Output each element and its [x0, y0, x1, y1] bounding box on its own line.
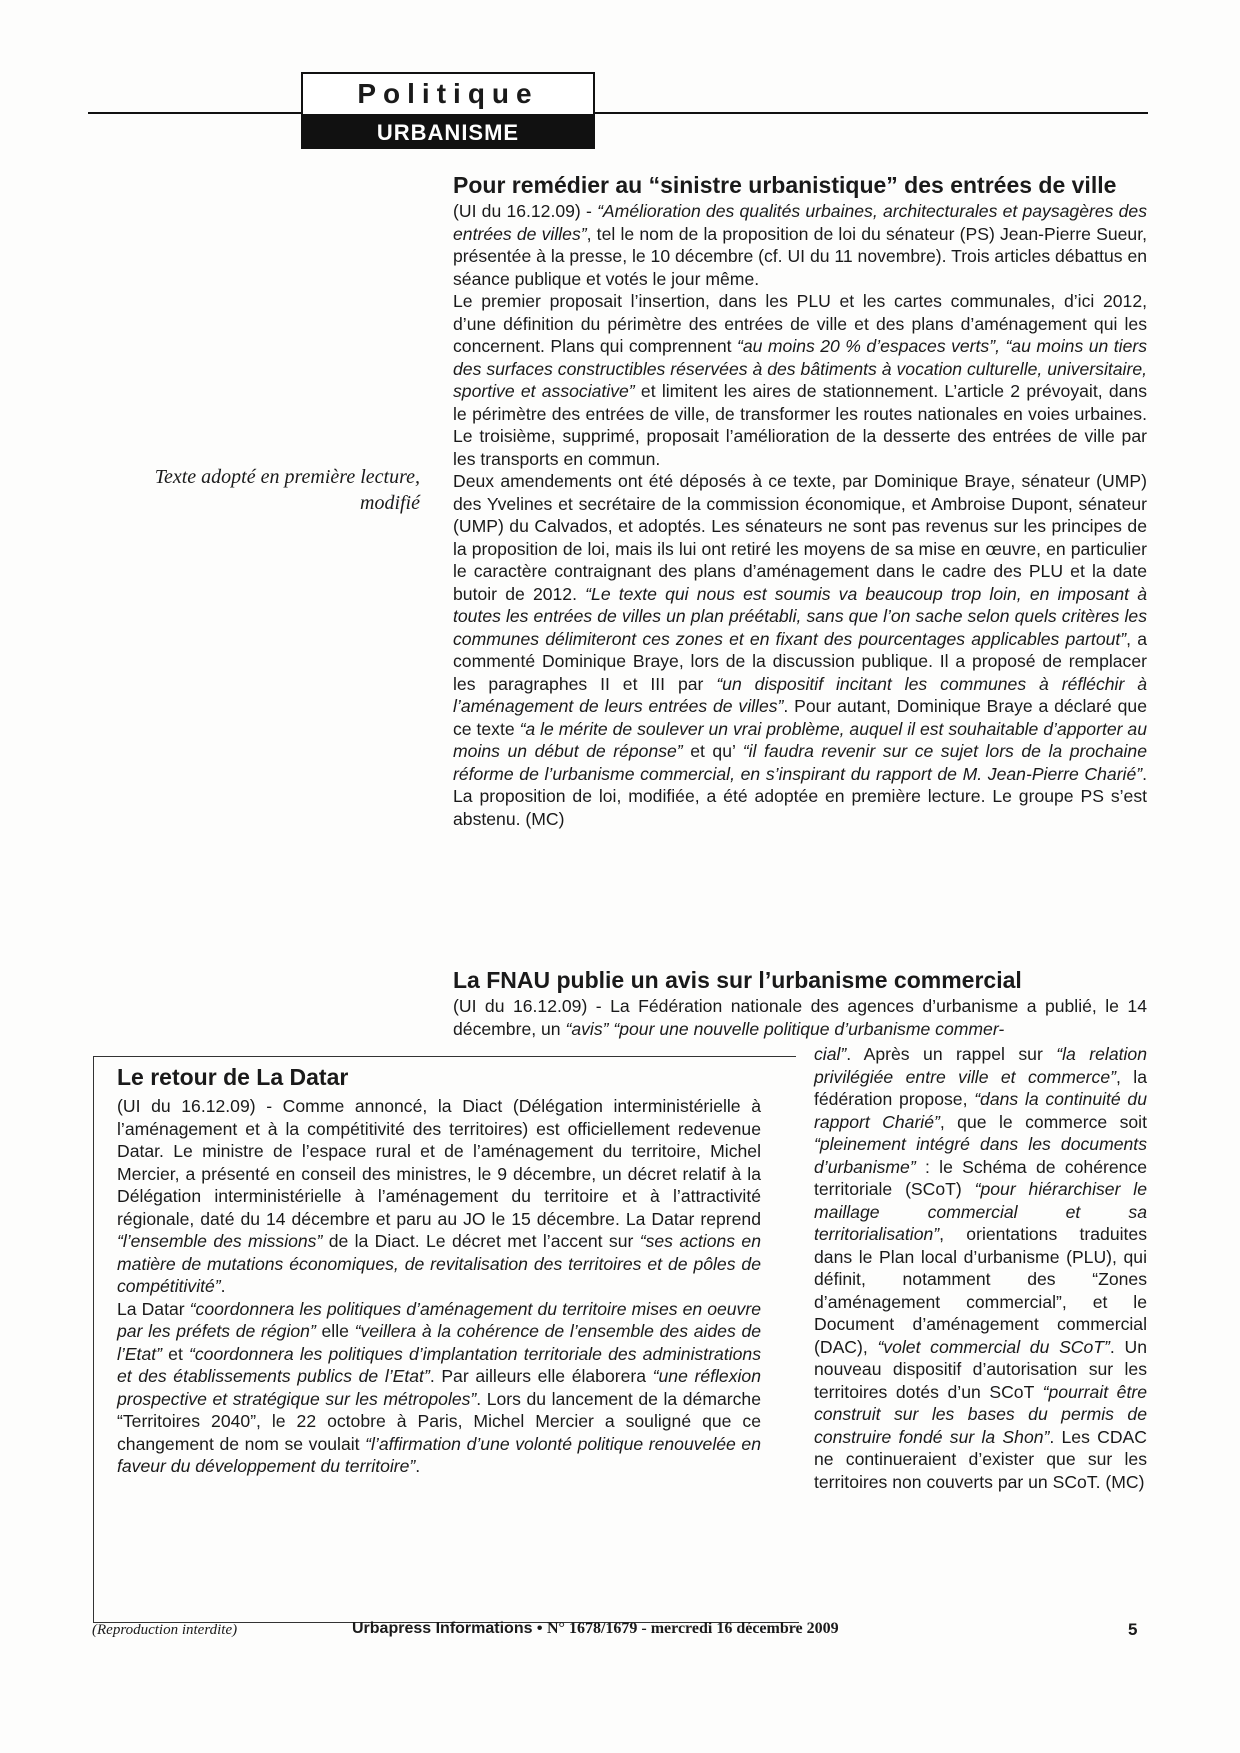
text-run: (UI du 16.12.09) - — [453, 201, 598, 221]
text-run: . Après un rappel sur — [846, 1044, 1057, 1064]
text-run: . Les CDAC ne continueraient d’exister que sur les territoires non couverts par un SCoT. (MC) — [814, 1426, 1147, 1492]
sidebar-title: Le retour de La Datar — [117, 1064, 349, 1090]
quote-run: cial” — [814, 1044, 847, 1064]
footer-bullet: • — [532, 1620, 547, 1637]
article-1-paragraph — [453, 290, 1147, 470]
article-1-sidenote — [120, 464, 420, 516]
quote-run: “avis” “pour une nouvelle politique d’urbanisme commer- — [565, 1018, 1005, 1039]
quote-run: “coordonnera les politiques d’implantation territoriale des administrations et des établissements publics de l’Etat” — [117, 1343, 761, 1386]
subsection-band: URBANISME — [301, 116, 595, 149]
article-2-continuation-text — [814, 1043, 1147, 1493]
sidebar-paragraph — [117, 1095, 761, 1298]
text-run: . La proposition de loi, modifiée, a été adoptée en première lecture. Le groupe PS s’est abstenu. (MC) — [453, 763, 1147, 829]
quote-run: “ses actions en matière de mutations économiques, de revitalisation des territoires et de pôles de compétitivité” — [117, 1231, 761, 1296]
text-run: , a commenté Dominique Braye, lors de la discussion publique. Il a proposé de remplacer les paragraphes II et III par — [453, 628, 1148, 694]
text-run: , que le commerce soit — [939, 1111, 1147, 1132]
text-run: Le premier proposait l’insertion, dans les PLU et les cartes communales, d’ici 2012, d’une définition du périmètre des entrées de ville et des plans d’aménagement qui les concernent. Plans qui comprennent — [453, 291, 1147, 356]
text-run: de la Diact. Le décret met l’accent sur — [322, 1231, 640, 1251]
sidebar-border-left — [93, 1056, 94, 1623]
quote-run: “un dispositif incitant les communes à réfléchir à l’aménagement de leurs entrées de villes” — [453, 673, 1148, 716]
article-1-paragraph — [453, 470, 1147, 830]
text-run: Deux amendements ont été déposés à ce texte, par Dominique Braye, sénateur (UMP) des Yvelines et secrétaire de la commission économique, et Ambroise Dupont, sénateur (UMP) du Calvados, et adoptés. Les sénateurs ne sont pas revenus sur les principes de la proposition de loi, mais ils lui ont retiré les moyens de sa mise en œuvre, en particulier le caractère contraignant des plans d’aménagement dans le cadre des PLU et la date butoir de 2012. — [453, 471, 1147, 604]
quote-run: “pour hiérarchiser le maillage commercial et sa territorialisation” — [814, 1179, 1147, 1244]
section-title: Politique — [301, 72, 595, 116]
article-2-continuation — [814, 1043, 1147, 1493]
quote-run: “coordonnera les politiques d’aménagement du territoire mises en oeuvre par les préfets de région” — [117, 1298, 762, 1341]
article-2-title: La FNAU publie un avis sur l’urbanisme commercial — [453, 967, 1022, 993]
quote-run: “il faudra revenir sur ce sujet lors de la prochaine réforme de l’urbanisme commercial, en s’inspirant du rapport de M. Jean-Pierre Charié” — [453, 741, 1147, 784]
footer-copyright: (Reproduction interdite) — [92, 1622, 238, 1638]
article-1-title: Pour remédier au “sinistre urbanistique” des entrées de ville — [453, 172, 1117, 198]
quote-run: “pleinement intégré dans les documents d’urbanisme” — [814, 1134, 1147, 1177]
page-number: 5 — [1128, 1620, 1138, 1639]
sidenote-line: modifié — [360, 492, 420, 514]
quote-run: “l’affirmation d’une volonté politique renouvelée en faveur du développement du territoire” — [117, 1433, 761, 1476]
text-run: . Par ailleurs elle élaborera — [429, 1366, 653, 1386]
quote-run: “l’ensemble des missions” — [117, 1231, 323, 1251]
quote-run: “une réflexion prospective et stratégique sur les métropoles” — [117, 1366, 761, 1409]
text-run: et — [161, 1343, 190, 1364]
header-rule — [88, 112, 1148, 114]
article-2-intro — [453, 995, 1147, 1040]
text-run: La Datar — [117, 1298, 190, 1319]
text-run: . Pour autant, Dominique Braye a déclaré que ce texte — [453, 696, 1147, 739]
text-run: et qu’ — [682, 741, 743, 761]
text-run: (UI du 16.12.09) - La Fédération nationale des agences d’urbanisme a publié, le 14 décembre, un — [453, 996, 1147, 1039]
text-run: . — [220, 1276, 226, 1296]
quote-run: “dans la continuité du rapport Charié” — [814, 1089, 1147, 1132]
sidebar-border-top — [93, 1056, 796, 1057]
text-run: : le Schéma de cohérence territoriale (SCoT) — [814, 1156, 1147, 1199]
quote-run: “a le mérite de soulever un vrai problème, auquel il est souhaitable d’apporter au moins un début de réponse” — [453, 718, 1147, 761]
article-1-body — [453, 200, 1147, 830]
article-2-intro-text — [453, 995, 1147, 1040]
quote-run: “au moins 20 % d’espaces verts”, “au moins un tiers des surfaces constructibles réservées à des bâtiments à vocation culturelle, universitaire, sportive et associative” — [453, 336, 1148, 401]
issue-info: N° 1678/1679 - mercredi 16 décembre 2009 — [546, 1620, 839, 1637]
quote-run: “Amélioration des qualités urbaines, architecturales et paysagères des entrées de villes” — [453, 201, 1147, 244]
footer-publication — [352, 1620, 839, 1638]
quote-run: “volet commercial du SCoT” — [877, 1336, 1110, 1357]
text-run: et limitent les aires de stationnement. L’article 2 prévoyait, dans le périmètre des entrées de ville, de transformer les routes nationales en voies urbaines. Le troisième, supprimé, proposait l’amélioration de la desserte des entrées de ville par les transports en commun. — [453, 381, 1148, 469]
quote-run: “Le texte qui nous est soumis va beaucoup trop loin, en imposant à toutes les entrées de villes un plan préétabli, sans que l’on sache selon quels critères les communes délimiteront ces zones et en fixant des pourcentages applicables partout” — [453, 583, 1147, 649]
publication-name: Urbapress Informations — [352, 1620, 533, 1637]
text-run: elle — [315, 1321, 355, 1341]
text-run: . Un nouveau dispositif d’autorisation sur les territoires dotés d’un SCoT — [814, 1336, 1147, 1402]
quote-run: “pourrait être construit sur les bases du permis de construire fondé sur la Shon” — [814, 1381, 1147, 1447]
text-run: . Lors du lancement de la démarche “Territoires 2040”, le 22 octobre à Paris, Michel Mercier a souligné que ce changement de nom se voulait — [117, 1388, 761, 1454]
text-run: , tel le nom de la proposition de loi du sénateur (PS) Jean-Pierre Sueur, présentée à la presse, le 10 décembre (cf. UI du 11 novembre). Trois articles débattus en séance publique et votés le jour même. — [453, 223, 1148, 289]
text-run: . — [415, 1456, 421, 1476]
text-run: (UI du 16.12.09) - Comme annoncé, la Diact (Délégation interministérielle à l’aménagement et à la compétitivité des territoires) est officiellement redevenue Datar. Le ministre de l’espace rural et de l’aménagement du territoire, Michel Mercier, a présenté en conseil des ministres, le 9 décembre, un décret relatif à la Délégation interministérielle à l’aménagement du territoire et à l’attractivité régionale, daté du 14 décembre et paru au JO le 15 décembre. La Datar reprend — [117, 1096, 761, 1229]
quote-run: “veillera à la cohérence de l’ensemble des aides de l’Etat” — [117, 1321, 762, 1364]
sidebar-paragraph — [117, 1298, 761, 1478]
sidebar-body — [117, 1095, 761, 1478]
quote-run: “la relation privilégiée entre ville et commerce” — [814, 1044, 1147, 1087]
article-1-paragraph — [453, 200, 1147, 290]
text-run: , orientations traduites dans le Plan local d’urbanisme (PLU), qui définit, notamment des “Zones d’aménagement commercial”, et le Document d’aménagement commercial (DAC), — [814, 1224, 1147, 1357]
sidenote-line: Texte adopté en première lecture, — [154, 466, 420, 488]
text-run: , la fédération propose, — [814, 1066, 1147, 1109]
